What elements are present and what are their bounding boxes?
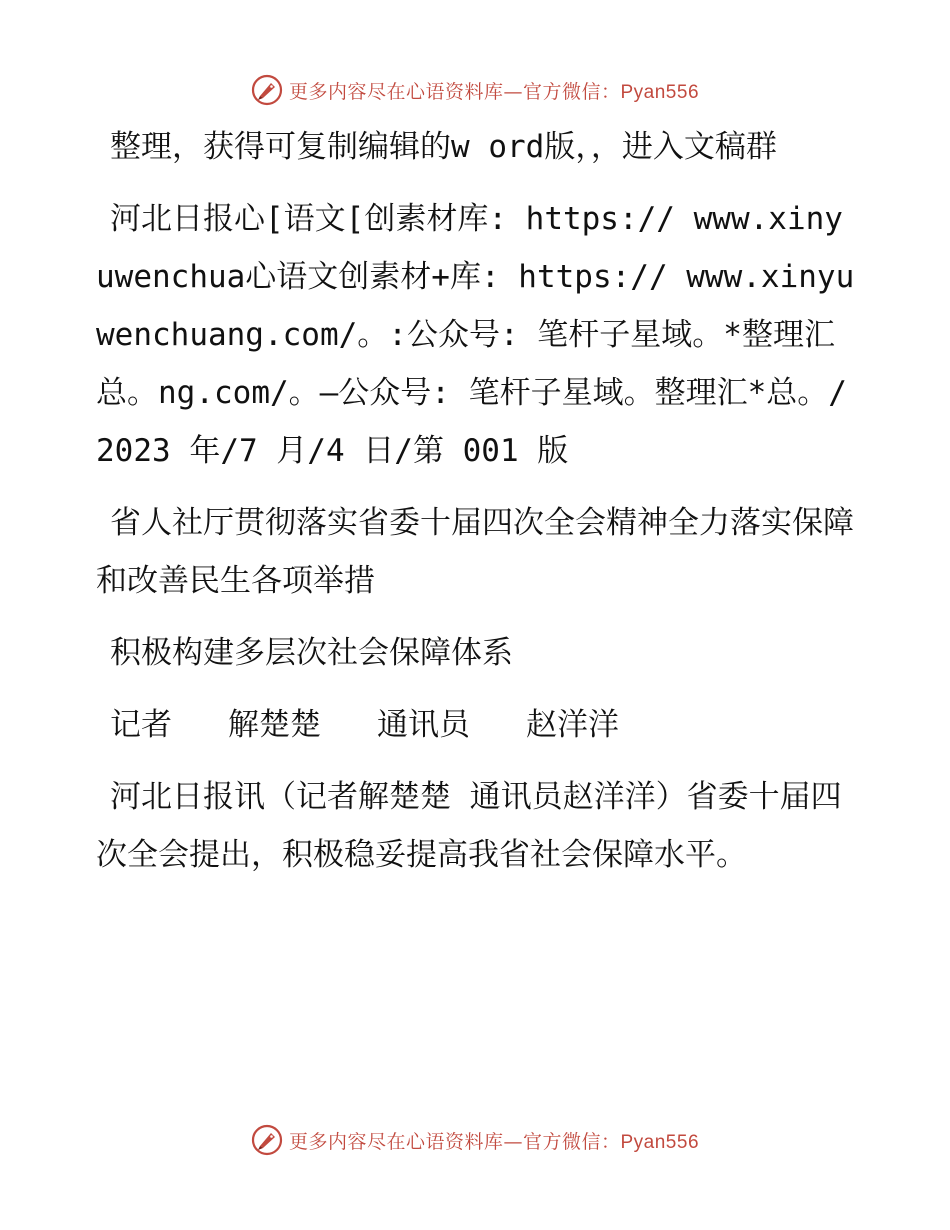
article-body-paragraph: 河北日报讯（记者解楚楚 通讯员赵洋洋）省委十届四次全会提出，积极稳妥提高我省社会保障水平。: [96, 779, 842, 873]
watermark-label: 官方微信：: [522, 1130, 621, 1153]
watermark-separator: —: [503, 80, 523, 103]
pen-nib-logo-icon: [251, 1124, 283, 1156]
article-byline: 记者 解楚楚 通讯员 赵洋洋: [110, 707, 619, 743]
watermark-text: [289, 1127, 699, 1154]
article-subheadline: 积极构建多层次社会保障体系: [110, 635, 513, 671]
header-watermark-banner: [0, 70, 950, 110]
footer-watermark-banner: [0, 1120, 950, 1160]
watermark-prefix: 更多内容尽在心语资料库: [288, 80, 504, 103]
pen-nib-logo-icon: [251, 74, 283, 106]
watermark-separator: —: [503, 1130, 523, 1153]
watermark-handle: Pyan556: [620, 1131, 700, 1153]
article-headline: 省人社厅贯彻落实省委十届四次全会精神全力落实保障和改善民生各项举措: [96, 505, 854, 599]
document-body: [96, 118, 856, 898]
watermark-text: [289, 77, 699, 104]
watermark-handle: Pyan556: [620, 81, 700, 103]
watermark-prefix: 更多内容尽在心语资料库: [288, 1130, 504, 1153]
watermark-label: 官方微信：: [522, 80, 621, 103]
intro-paragraph: 整理，获得可复制编辑的w ord版，，进入文稿群: [110, 129, 777, 165]
source-paragraph: 河北日报心[语文[创素材库: https:// www.xinyuwenchua心语文创素材+库: https:// www.xinyuwenchuang.com/。:公众号: 笔杆子星域。*整理汇总。ng.com/。—公众号: 笔杆子星域。整理汇*总。/2023 年/7 月/4 日/第 001 版: [96, 201, 855, 469]
